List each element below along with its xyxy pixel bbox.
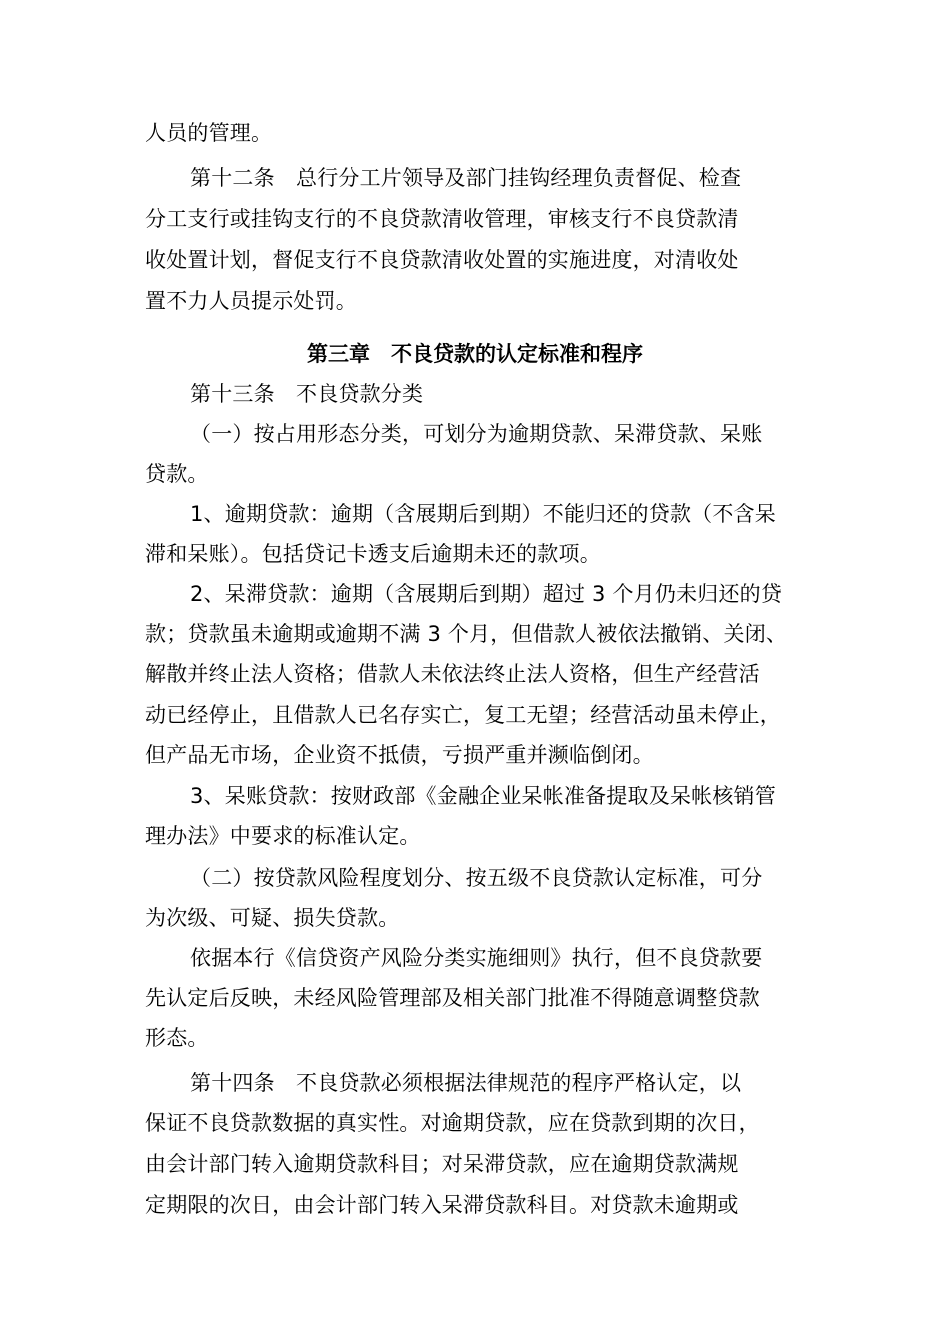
- text-line: 解散并终止法人资格；借款人未依法终止法人资格，但生产经营活: [145, 662, 760, 686]
- text-line: 2、呆滞贷款：逾期（含展期后到期）超过 3 个月仍未归还的贷: [190, 582, 783, 606]
- text-line: 收处置计划，督促支行不良贷款清收处置的实施进度，对清收处: [145, 248, 739, 272]
- article-14-heading-line: 第十四条 不良贷款必须根据法律规范的程序严格认定，以: [190, 1071, 742, 1095]
- text-line: 3、呆账贷款：按财政部《金融企业呆帐准备提取及呆帐核销管: [190, 784, 776, 808]
- text-line: 依据本行《信贷资产风险分类实施细则》执行，但不良贷款要: [190, 946, 763, 970]
- text-line: 滞和呆账）。包括贷记卡透支后逾期未还的款项。: [145, 542, 601, 566]
- text-line: 贷款。: [145, 462, 209, 486]
- text-line: 款；贷款虽未逾期或逾期不满 3 个月，但借款人被依法撤销、关闭、: [145, 622, 788, 646]
- text-line: 形态。: [145, 1026, 209, 1050]
- text-line: 保证不良贷款数据的真实性。对逾期贷款，应在贷款到期的次日，: [145, 1111, 760, 1135]
- text-line: 分工支行或挂钩支行的不良贷款清收管理，审核支行不良贷款清: [145, 207, 739, 231]
- text-line: （一）按占用形态分类，可划分为逾期贷款、呆滞贷款、呆账: [190, 422, 763, 446]
- text-line: 先认定后反映，未经风险管理部及相关部门批准不得随意调整贷款: [145, 986, 760, 1010]
- text-line: 动已经停止，且借款人已名存实亡，复工无望；经营活动虽未停止，: [145, 703, 781, 727]
- article-12-heading-line: 第十二条 总行分工片领导及部门挂钩经理负责督促、检查: [190, 166, 742, 190]
- text-line: 由会计部门转入逾期贷款科目；对呆滞贷款，应在逾期贷款满规: [145, 1152, 739, 1176]
- text-line: （二）按贷款风险程度划分、按五级不良贷款认定标准，可分: [190, 866, 763, 890]
- article-13-heading-line: 第十三条 不良贷款分类: [190, 382, 424, 406]
- text-line: 定期限的次日，由会计部门转入呆滞贷款科目。对贷款未逾期或: [145, 1193, 739, 1217]
- text-line: 人员的管理。: [145, 121, 273, 145]
- chapter-3-title: 第三章 不良贷款的认定标准和程序: [307, 342, 643, 366]
- text-line: 但产品无市场，企业资不抵债，亏损严重并濒临倒闭。: [145, 743, 654, 767]
- text-line: 理办法》中要求的标准认定。: [145, 824, 421, 848]
- text-line: 1、逾期贷款：逾期（含展期后到期）不能归还的贷款（不含呆: [190, 502, 776, 526]
- text-line: 为次级、可疑、损失贷款。: [145, 906, 400, 930]
- text-line: 置不力人员提示处罚。: [145, 289, 357, 313]
